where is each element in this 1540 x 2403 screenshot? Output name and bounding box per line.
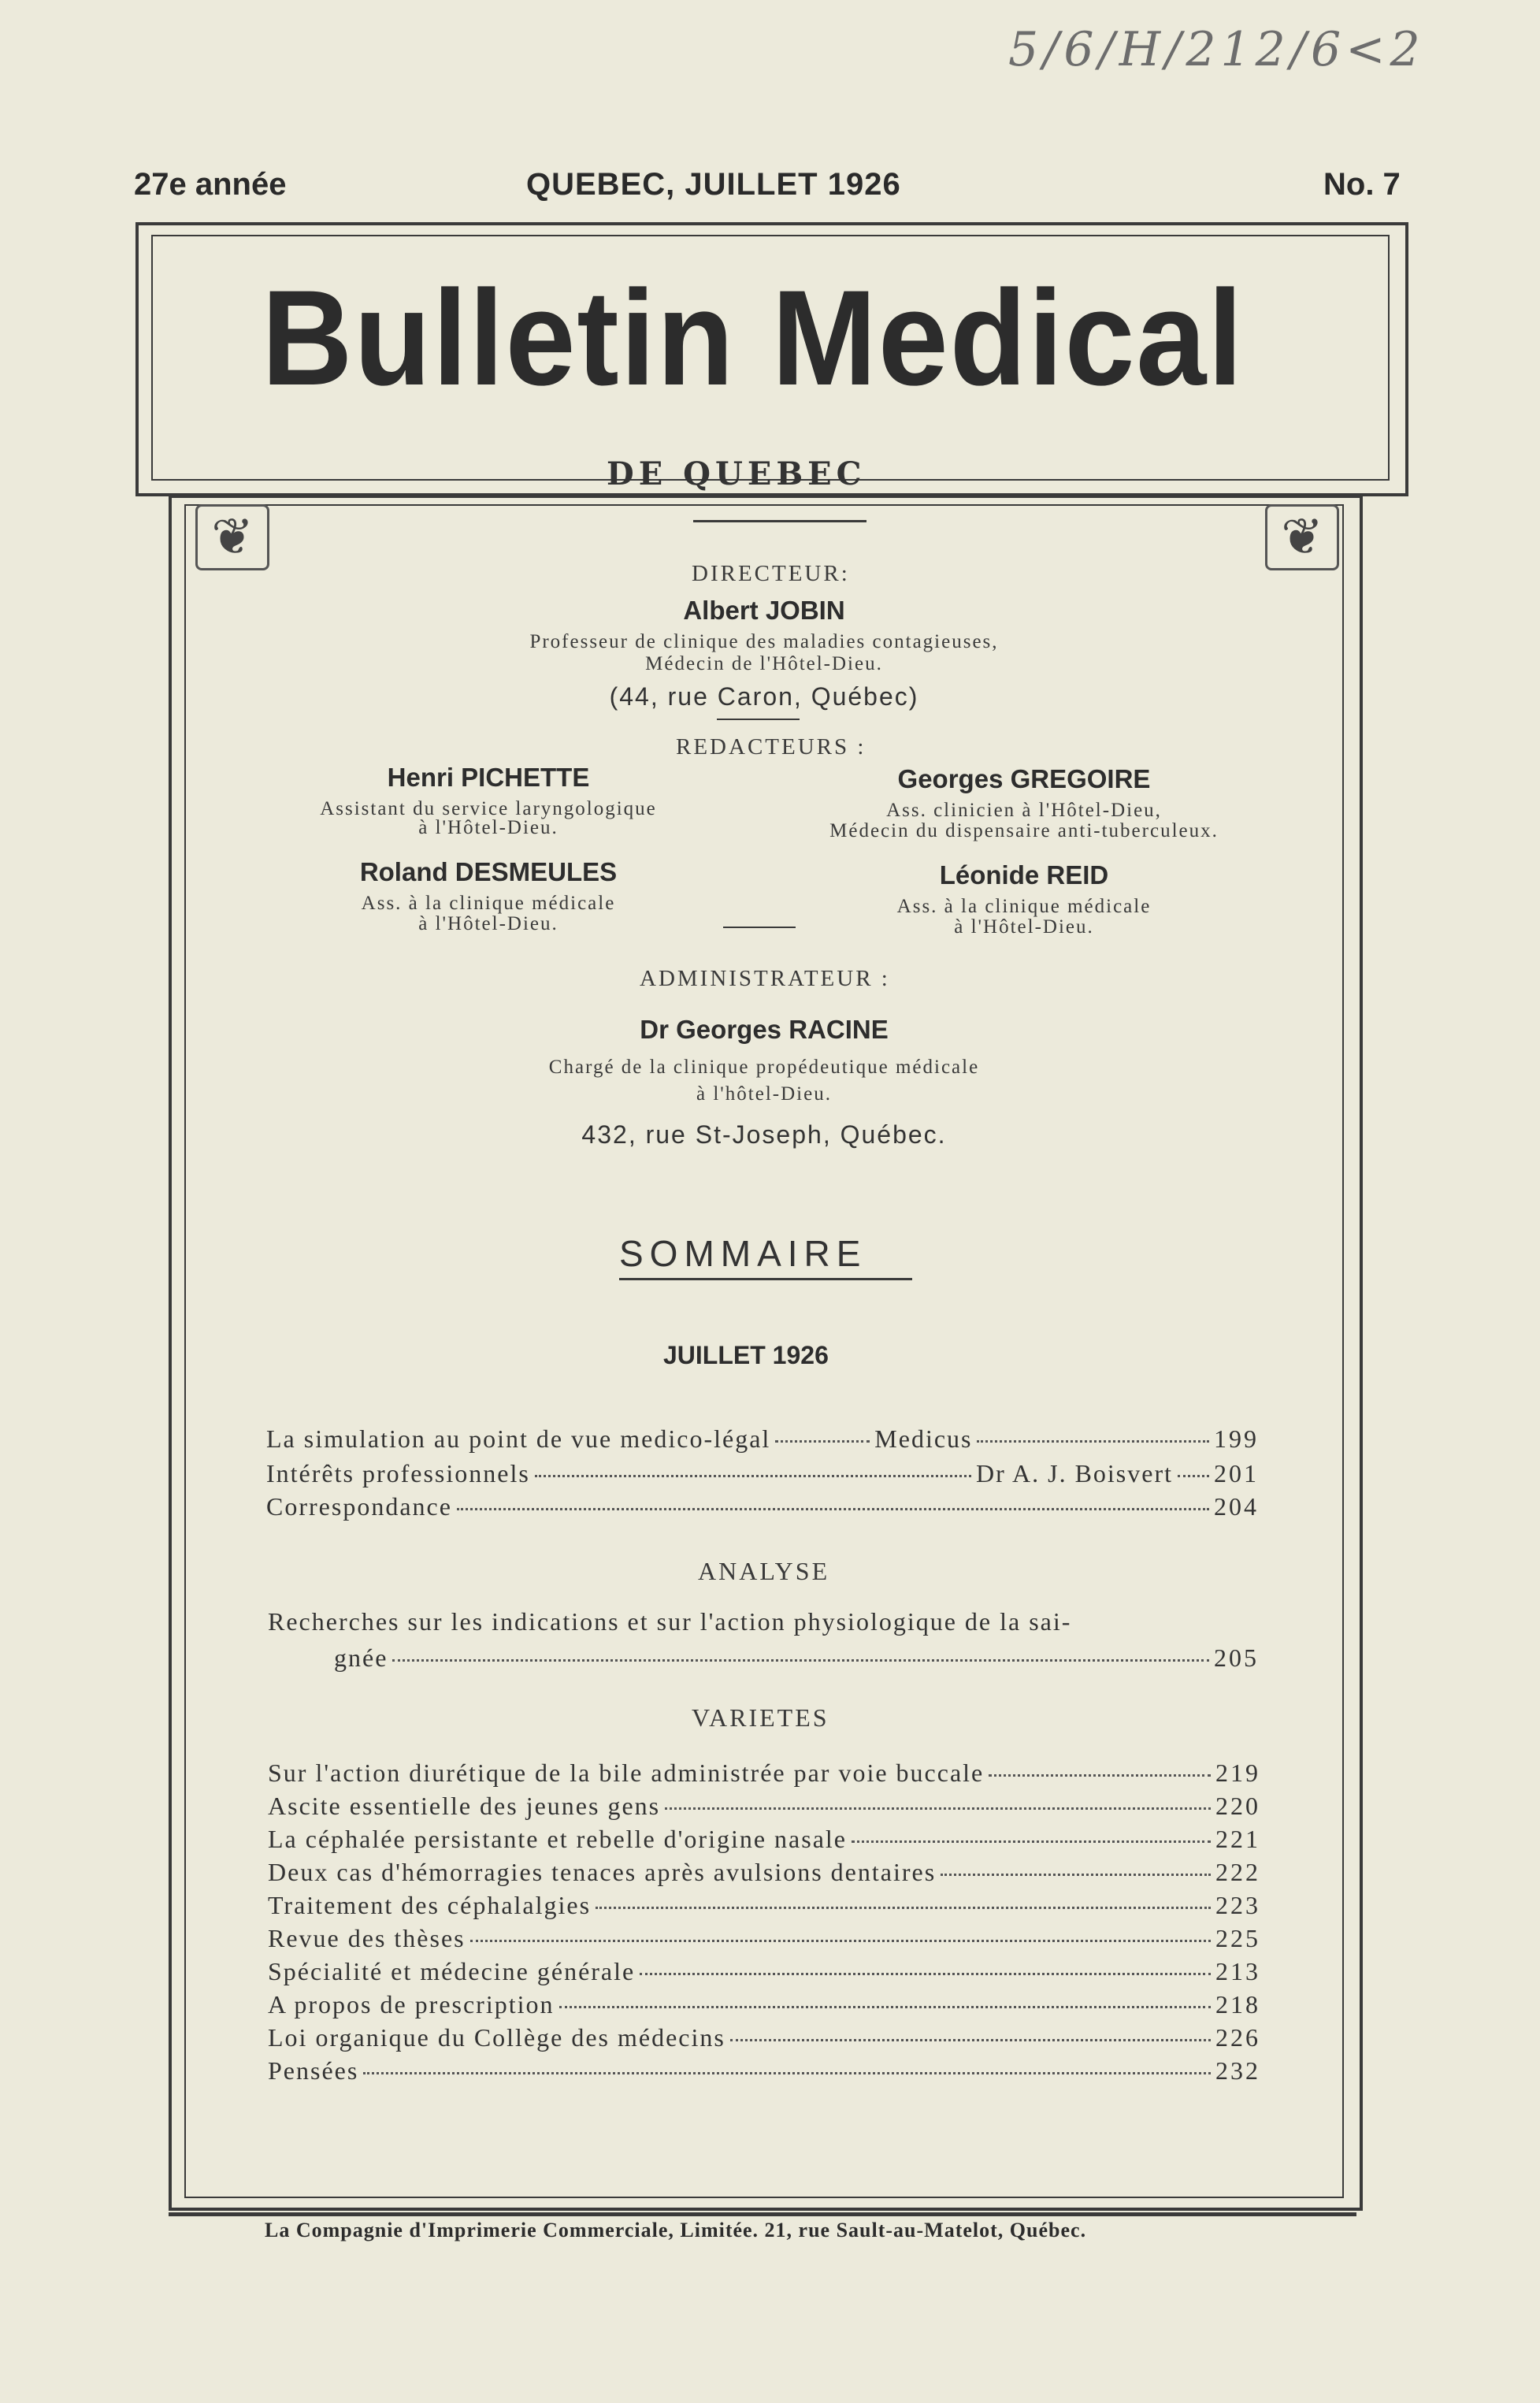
toc-entry bbox=[268, 1891, 1260, 1920]
toc-entry bbox=[266, 1459, 1259, 1488]
sommaire-underline bbox=[619, 1278, 912, 1280]
place-date: QUEBEC, JUILLET 1926 bbox=[526, 167, 901, 202]
dot-leader bbox=[457, 1508, 1209, 1510]
toc-entry-title: La céphalée persistante et rebelle d'origine nasale bbox=[268, 1825, 847, 1853]
toc-entry bbox=[268, 2023, 1260, 2052]
dot-leader bbox=[665, 1807, 1211, 1810]
toc-entry bbox=[268, 1858, 1260, 1887]
toc-entry-title: La simulation au point de vue medico-légal bbox=[266, 1424, 771, 1453]
toc-entry bbox=[334, 1643, 1259, 1673]
dot-leader bbox=[596, 1907, 1211, 1909]
redacteurs-label: REDACTEURS : bbox=[676, 734, 866, 760]
administrateur-name: Dr Georges RACINE bbox=[640, 1015, 889, 1044]
toc-entry-title: Traitement des céphalalgies bbox=[268, 1891, 592, 1919]
directeur-title-1: Professeur de clinique des maladies contagieuses, bbox=[529, 631, 999, 652]
sommaire-heading: SOMMAIRE bbox=[619, 1233, 867, 1274]
toc-entry-page: 225 bbox=[1215, 1924, 1260, 1952]
sommaire-date: JUILLET 1926 bbox=[663, 1341, 829, 1369]
redacteur-name: Georges GREGOIRE bbox=[897, 764, 1151, 793]
journal-title: Bulletin Medical bbox=[262, 262, 1245, 414]
toc-entry-page: 222 bbox=[1215, 1858, 1260, 1886]
toc-entry-author: Medicus bbox=[874, 1424, 973, 1453]
toc-entry-page: 226 bbox=[1215, 2023, 1260, 2052]
toc-entry bbox=[268, 1957, 1260, 1986]
toc-entry bbox=[268, 1759, 1260, 1788]
redacteur-title-1: Ass. à la clinique médicale bbox=[896, 896, 1152, 917]
toc-entry-page: 205 bbox=[1214, 1643, 1259, 1672]
dot-leader bbox=[852, 1840, 1211, 1843]
toc-entry bbox=[268, 1825, 1260, 1854]
toc-entry-title: Correspondance bbox=[266, 1492, 452, 1521]
toc-entry-page: 201 bbox=[1214, 1459, 1259, 1487]
issue-number: No. 7 bbox=[1323, 167, 1401, 202]
redacteur-title-2: Médecin du dispensaire anti-tuberculeux. bbox=[829, 820, 1219, 841]
administrateur-title-2: à l'hôtel-Dieu. bbox=[696, 1083, 832, 1105]
dot-leader bbox=[941, 1874, 1211, 1876]
toc-entry-title: Sur l'action diurétique de la bile administrée par voie buccale bbox=[268, 1759, 985, 1787]
directeur-name: Albert JOBIN bbox=[683, 596, 845, 625]
toc-entry-page: 232 bbox=[1215, 2056, 1260, 2085]
left-ornament-icon: ❦ bbox=[195, 504, 269, 570]
toc-entry-title: gnée bbox=[334, 1643, 388, 1672]
analyse-heading: ANALYSE bbox=[698, 1557, 830, 1585]
printer-imprint: La Compagnie d'Imprimerie Commerciale, Limitée. 21, rue Sault-au-Matelot, Québec. bbox=[265, 2219, 1087, 2241]
toc-entry-title: Revue des thèses bbox=[268, 1924, 466, 1952]
toc-entry bbox=[268, 2056, 1260, 2085]
redacteur-title-2: à l'Hôtel-Dieu. bbox=[954, 916, 1094, 938]
dot-leader bbox=[640, 1973, 1211, 1975]
toc-entry bbox=[268, 1990, 1260, 2019]
toc-entry-author: Dr A. J. Boisvert bbox=[976, 1459, 1173, 1487]
administrateur-address: 432, rue St-Joseph, Québec. bbox=[581, 1120, 947, 1149]
toc-entry bbox=[266, 1492, 1259, 1521]
redacteur-title-2: à l'Hôtel-Dieu. bbox=[418, 913, 558, 934]
toc-entry bbox=[268, 1924, 1260, 1953]
toc-entry-title: Pensées bbox=[268, 2056, 359, 2085]
directeur-title-2: Médecin de l'Hôtel-Dieu. bbox=[645, 653, 883, 674]
toc-entry bbox=[268, 1792, 1260, 1821]
handwritten-reference: 5/6/H/212/6<2 bbox=[1008, 22, 1425, 77]
toc-entry-page: 220 bbox=[1215, 1792, 1260, 1820]
right-ornament-icon: ❦ bbox=[1265, 504, 1339, 570]
toc-entry-title: Spécialité et médecine générale bbox=[268, 1957, 636, 1985]
toc-entry-title: Loi organique du Collège des médecins bbox=[268, 2023, 725, 2052]
dot-leader bbox=[989, 1774, 1211, 1777]
administrateur-title-1: Chargé de la clinique propédeutique médicale bbox=[548, 1057, 980, 1078]
redacteur-title-1: Ass. à la clinique médicale bbox=[361, 893, 616, 914]
toc-entry-title: Deux cas d'hémorragies tenaces après avulsions dentaires bbox=[268, 1858, 937, 1886]
redacteur-title-1: Assistant du service laryngologique bbox=[320, 798, 657, 819]
toc-entry-page: 223 bbox=[1215, 1891, 1260, 1919]
toc-entry-page: 221 bbox=[1215, 1825, 1260, 1853]
dot-leader bbox=[730, 2039, 1211, 2041]
redacteur-title-1: Ass. clinicien à l'Hôtel-Dieu, bbox=[886, 800, 1162, 821]
varietes-heading: VARIETES bbox=[692, 1703, 829, 1732]
toc-entry-page: 199 bbox=[1214, 1424, 1259, 1453]
redacteur-name: Léonide REID bbox=[939, 860, 1109, 890]
toc-entry bbox=[266, 1424, 1259, 1454]
toc-entry-title: Ascite essentielle des jeunes gens bbox=[268, 1792, 661, 1820]
divider bbox=[693, 520, 866, 522]
divider bbox=[717, 719, 800, 720]
directeur-label: DIRECTEUR: bbox=[692, 561, 850, 586]
dot-leader bbox=[470, 1940, 1211, 1942]
toc-entry-page: 213 bbox=[1215, 1957, 1260, 1985]
analyse-entry-line1: Recherches sur les indications et sur l'action physiologique de la sai- bbox=[268, 1607, 1072, 1636]
dot-leader bbox=[535, 1475, 971, 1477]
directeur-address: (44, rue Caron, Québec) bbox=[609, 682, 919, 711]
dot-leader bbox=[363, 2072, 1211, 2074]
journal-subtitle: DE QUEBEC bbox=[607, 455, 866, 492]
divider bbox=[723, 927, 796, 928]
toc-entry-page: 204 bbox=[1214, 1492, 1259, 1521]
volume-year: 27e année bbox=[134, 167, 287, 202]
redacteur-name: Henri PICHETTE bbox=[387, 763, 590, 792]
toc-entry-page: 218 bbox=[1215, 1990, 1260, 2019]
dot-leader bbox=[392, 1659, 1209, 1662]
toc-entry-title: A propos de prescription bbox=[268, 1990, 555, 2019]
redacteur-name: Roland DESMEULES bbox=[359, 857, 618, 886]
dot-leader bbox=[977, 1440, 1209, 1443]
dot-leader bbox=[559, 2006, 1212, 2008]
footer-rule bbox=[169, 2212, 1356, 2216]
toc-entry-title: Intérêts professionnels bbox=[266, 1459, 530, 1487]
dot-leader bbox=[775, 1440, 870, 1443]
dot-leader bbox=[1178, 1475, 1209, 1477]
redacteur-title-2: à l'Hôtel-Dieu. bbox=[418, 817, 558, 838]
toc-entry-page: 219 bbox=[1215, 1759, 1260, 1787]
administrateur-label: ADMINISTRATEUR : bbox=[640, 966, 890, 991]
